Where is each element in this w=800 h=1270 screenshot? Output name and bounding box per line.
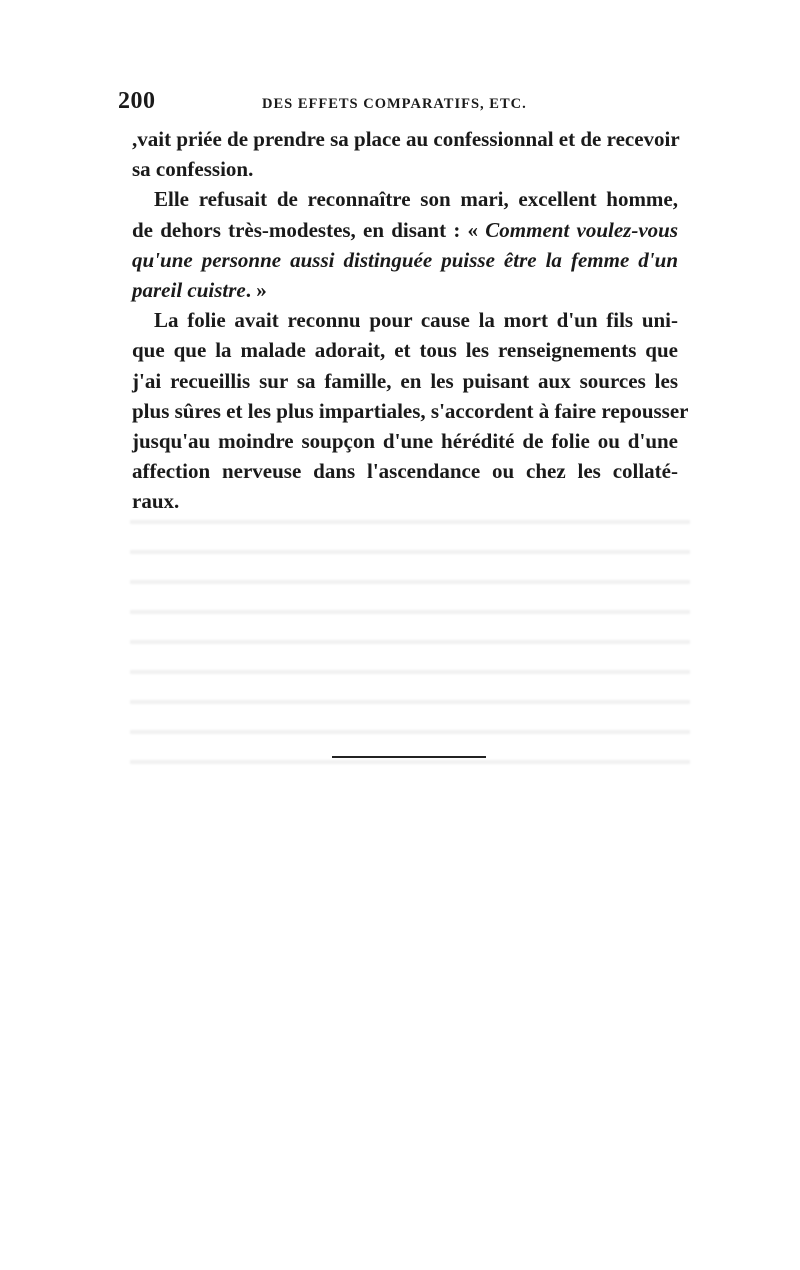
text-line (132, 215, 678, 245)
show-through-texture (130, 500, 690, 770)
paragraph-start-line: La folie avait reconnu pour cause la mort d'un fils uni- (154, 308, 678, 333)
quotation-segment: pareil cuistre (132, 278, 246, 303)
text-line: sa confession. (132, 157, 254, 182)
running-head: DES EFFETS COMPARATIFS, ETC. (262, 96, 527, 112)
quotation-segment: Comment voulez-vous (485, 217, 678, 242)
section-end-rule (332, 756, 486, 758)
text-line: affection nerveuse dans l'ascendance ou chez les collaté- (132, 459, 678, 484)
text-line: que que la malade adorait, et tous les renseignements que (132, 338, 678, 363)
page-number: 200 (118, 88, 156, 114)
text-line (132, 275, 678, 305)
text-line: raux. (132, 489, 180, 514)
paragraph-start-line: Elle refusait de reconnaître son mari, excellent homme, (154, 187, 678, 212)
text-line: jusqu'au moindre soupçon d'une hérédité de folie ou d'une (132, 429, 678, 454)
body-text (132, 124, 689, 517)
text-segment: . » (245, 278, 267, 303)
text-segment: de dehors très-modestes, en disant : « (132, 217, 486, 242)
text-line: ,vait priée de prendre sa place au confessionnal et de recevoir (132, 127, 680, 151)
text-line: j'ai recueillis sur sa famille, en les puisant aux sources les (132, 368, 678, 393)
text-line: plus sûres et les plus impartiales, s'accordent à faire repousser (132, 398, 689, 423)
quotation-line: qu'une personne aussi distinguée puisse être la femme d'un (132, 247, 678, 272)
